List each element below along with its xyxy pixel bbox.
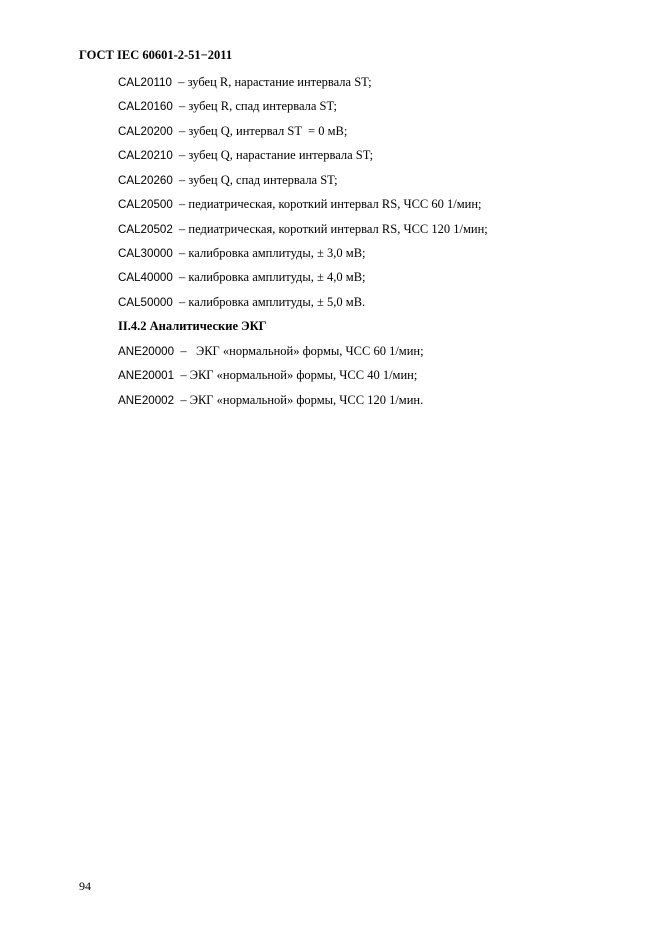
signal-code: CAL20500 [118, 198, 173, 211]
signal-code: CAL40000 [118, 271, 173, 284]
signal-description: – ЭКГ «нормальной» формы, ЧСС 120 1/мин. [174, 393, 424, 407]
signal-description: – зубец R, спад интервала ST; [172, 99, 337, 113]
signal-code: CAL20210 [118, 149, 173, 162]
list-item [118, 369, 417, 382]
list-item [118, 247, 366, 260]
list-item [118, 100, 337, 113]
signal-code: CAL30000 [118, 247, 173, 260]
signal-code: CAL20200 [118, 125, 173, 138]
list-item [118, 174, 338, 187]
signal-description: – калибровка амплитуды, ± 5,0 мВ. [172, 295, 366, 309]
signal-code: ANE20001 [118, 369, 175, 382]
list-item [118, 76, 372, 89]
list-item [118, 394, 423, 407]
signal-code: ANE20002 [118, 394, 175, 407]
list-item [118, 296, 365, 309]
signal-description: – калибровка амплитуды, ± 3,0 мВ; [172, 246, 366, 260]
signal-description: – зубец Q, нарастание интервала ST; [172, 148, 374, 162]
list-item [118, 345, 424, 358]
signal-code: ANE20000 [118, 345, 175, 358]
signal-description: – зубец R, нарастание интервала ST; [171, 75, 372, 89]
signal-description: – педиатрическая, короткий интервал RS, ЧСС 60 1/мин; [172, 197, 482, 211]
signal-description: – зубец Q, интервал ST = 0 мВ; [172, 124, 348, 138]
list-item [118, 149, 373, 162]
signal-code: CAL50000 [118, 296, 173, 309]
signal-code: CAL20502 [118, 223, 173, 236]
list-item [118, 271, 366, 284]
section-heading: II.4.2 Аналитические ЭКГ [118, 319, 267, 333]
signal-description: – калибровка амплитуды, ± 4,0 мВ; [172, 270, 366, 284]
signal-description: – педиатрическая, короткий интервал RS, ЧСС 120 1/мин; [172, 222, 488, 236]
page-number: 94 [79, 879, 91, 893]
signal-description: – зубец Q, спад интервала ST; [172, 173, 338, 187]
signal-code: CAL20110 [118, 76, 172, 89]
list-item [118, 125, 347, 138]
signal-description: – ЭКГ «нормальной» формы, ЧСС 40 1/мин; [174, 368, 418, 382]
signal-code: CAL20260 [118, 174, 173, 187]
signal-code: CAL20160 [118, 100, 173, 113]
list-item [118, 223, 488, 236]
signal-description: – ЭКГ «нормальной» формы, ЧСС 60 1/мин; [174, 344, 424, 358]
list-item [118, 198, 481, 211]
document-header: ГОСТ IEC 60601-2-51−2011 [79, 48, 233, 62]
